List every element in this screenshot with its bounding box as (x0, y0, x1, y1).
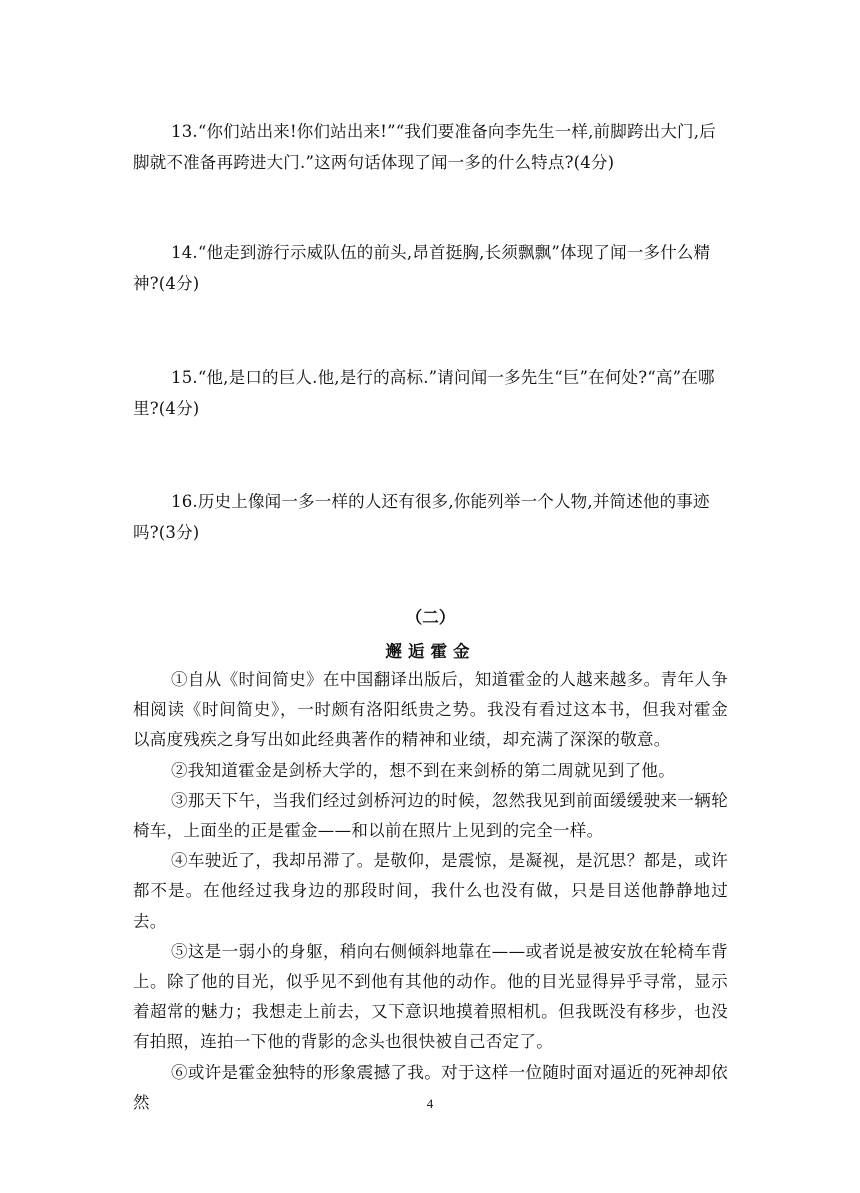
article-paragraph: ②我知道霍金是剑桥大学的，想不到在来剑桥的第二周就见到了他。 (171, 760, 675, 780)
article-title: 邂逅霍金 (385, 642, 476, 661)
article-paragraph: ⑤这是一弱小的身躯，稍向右侧倾斜地靠在——或者说是被安放在轮椅车背上。除了他的目光，似乎见不到他有其他的动作。他的目光显得异乎寻常，显示着超常的魅力；我想走上前去，又下意识地摸着照相机。但我既没有移步，也没有拍照，连拍一下他的背影的念头也很快被自己否定了。 (133, 941, 728, 1052)
question-text: 13.“你们站出来!你们站出来!”“我们要准备向李先生一样,前脚跨出大门,后脚就不准备再跨进大门.”这两句话体现了闻一多的什么特点?(4分) (133, 122, 716, 172)
article-paragraph: ③那天下午，当我们经过剑桥河边的时候，忽然我见到前面缓缓驶来一辆轮椅车，上面坐的正是霍金——和以前在照片上见到的完全一样。 (133, 790, 728, 841)
page-number: 4 (426, 1096, 434, 1111)
question-text: 15.“他,是口的巨人.他,是行的高标.”请问闻一多先生“巨”在何处?“高”在哪里?(4分) (133, 368, 715, 418)
section-label: （二） (405, 608, 456, 627)
question-16 (133, 486, 728, 548)
article-paragraph: ④车驶近了，我却吊滞了。是敬仰，是震惊，是凝视，是沉思？都是，或许都不是。在他经过我身边的那段时间，我什么也没有做，只是目送他静静地过去。 (133, 851, 728, 931)
question-14 (133, 237, 728, 299)
article-paragraph: ①自从《时间简史》在中国翻译出版后，知道霍金的人越来越多。青年人争相阅读《时间简史》，一时颇有洛阳纸贵之势。我没有看过这本书，但我对霍金以高度残疾之身写出如此经典著作的精神和业绩，却充满了深深的敬意。 (133, 670, 728, 750)
question-13 (133, 116, 728, 178)
article-paragraph: ⑥或许是霍金独特的形象震撼了我。对于这样一位随时面对逼近的死神却依然 (133, 1062, 728, 1112)
question-text: 16.历史上像闻一多一样的人还有很多,你能列举一个人物,并简述他的事迹吗?(3分) (133, 492, 710, 542)
article-body (133, 665, 728, 1118)
question-text: 14.“他走到游行示威队伍的前头,昂首挺胸,长须飘飘”体现了闻一多什么精神?(4分) (133, 243, 711, 293)
question-15 (133, 362, 728, 424)
